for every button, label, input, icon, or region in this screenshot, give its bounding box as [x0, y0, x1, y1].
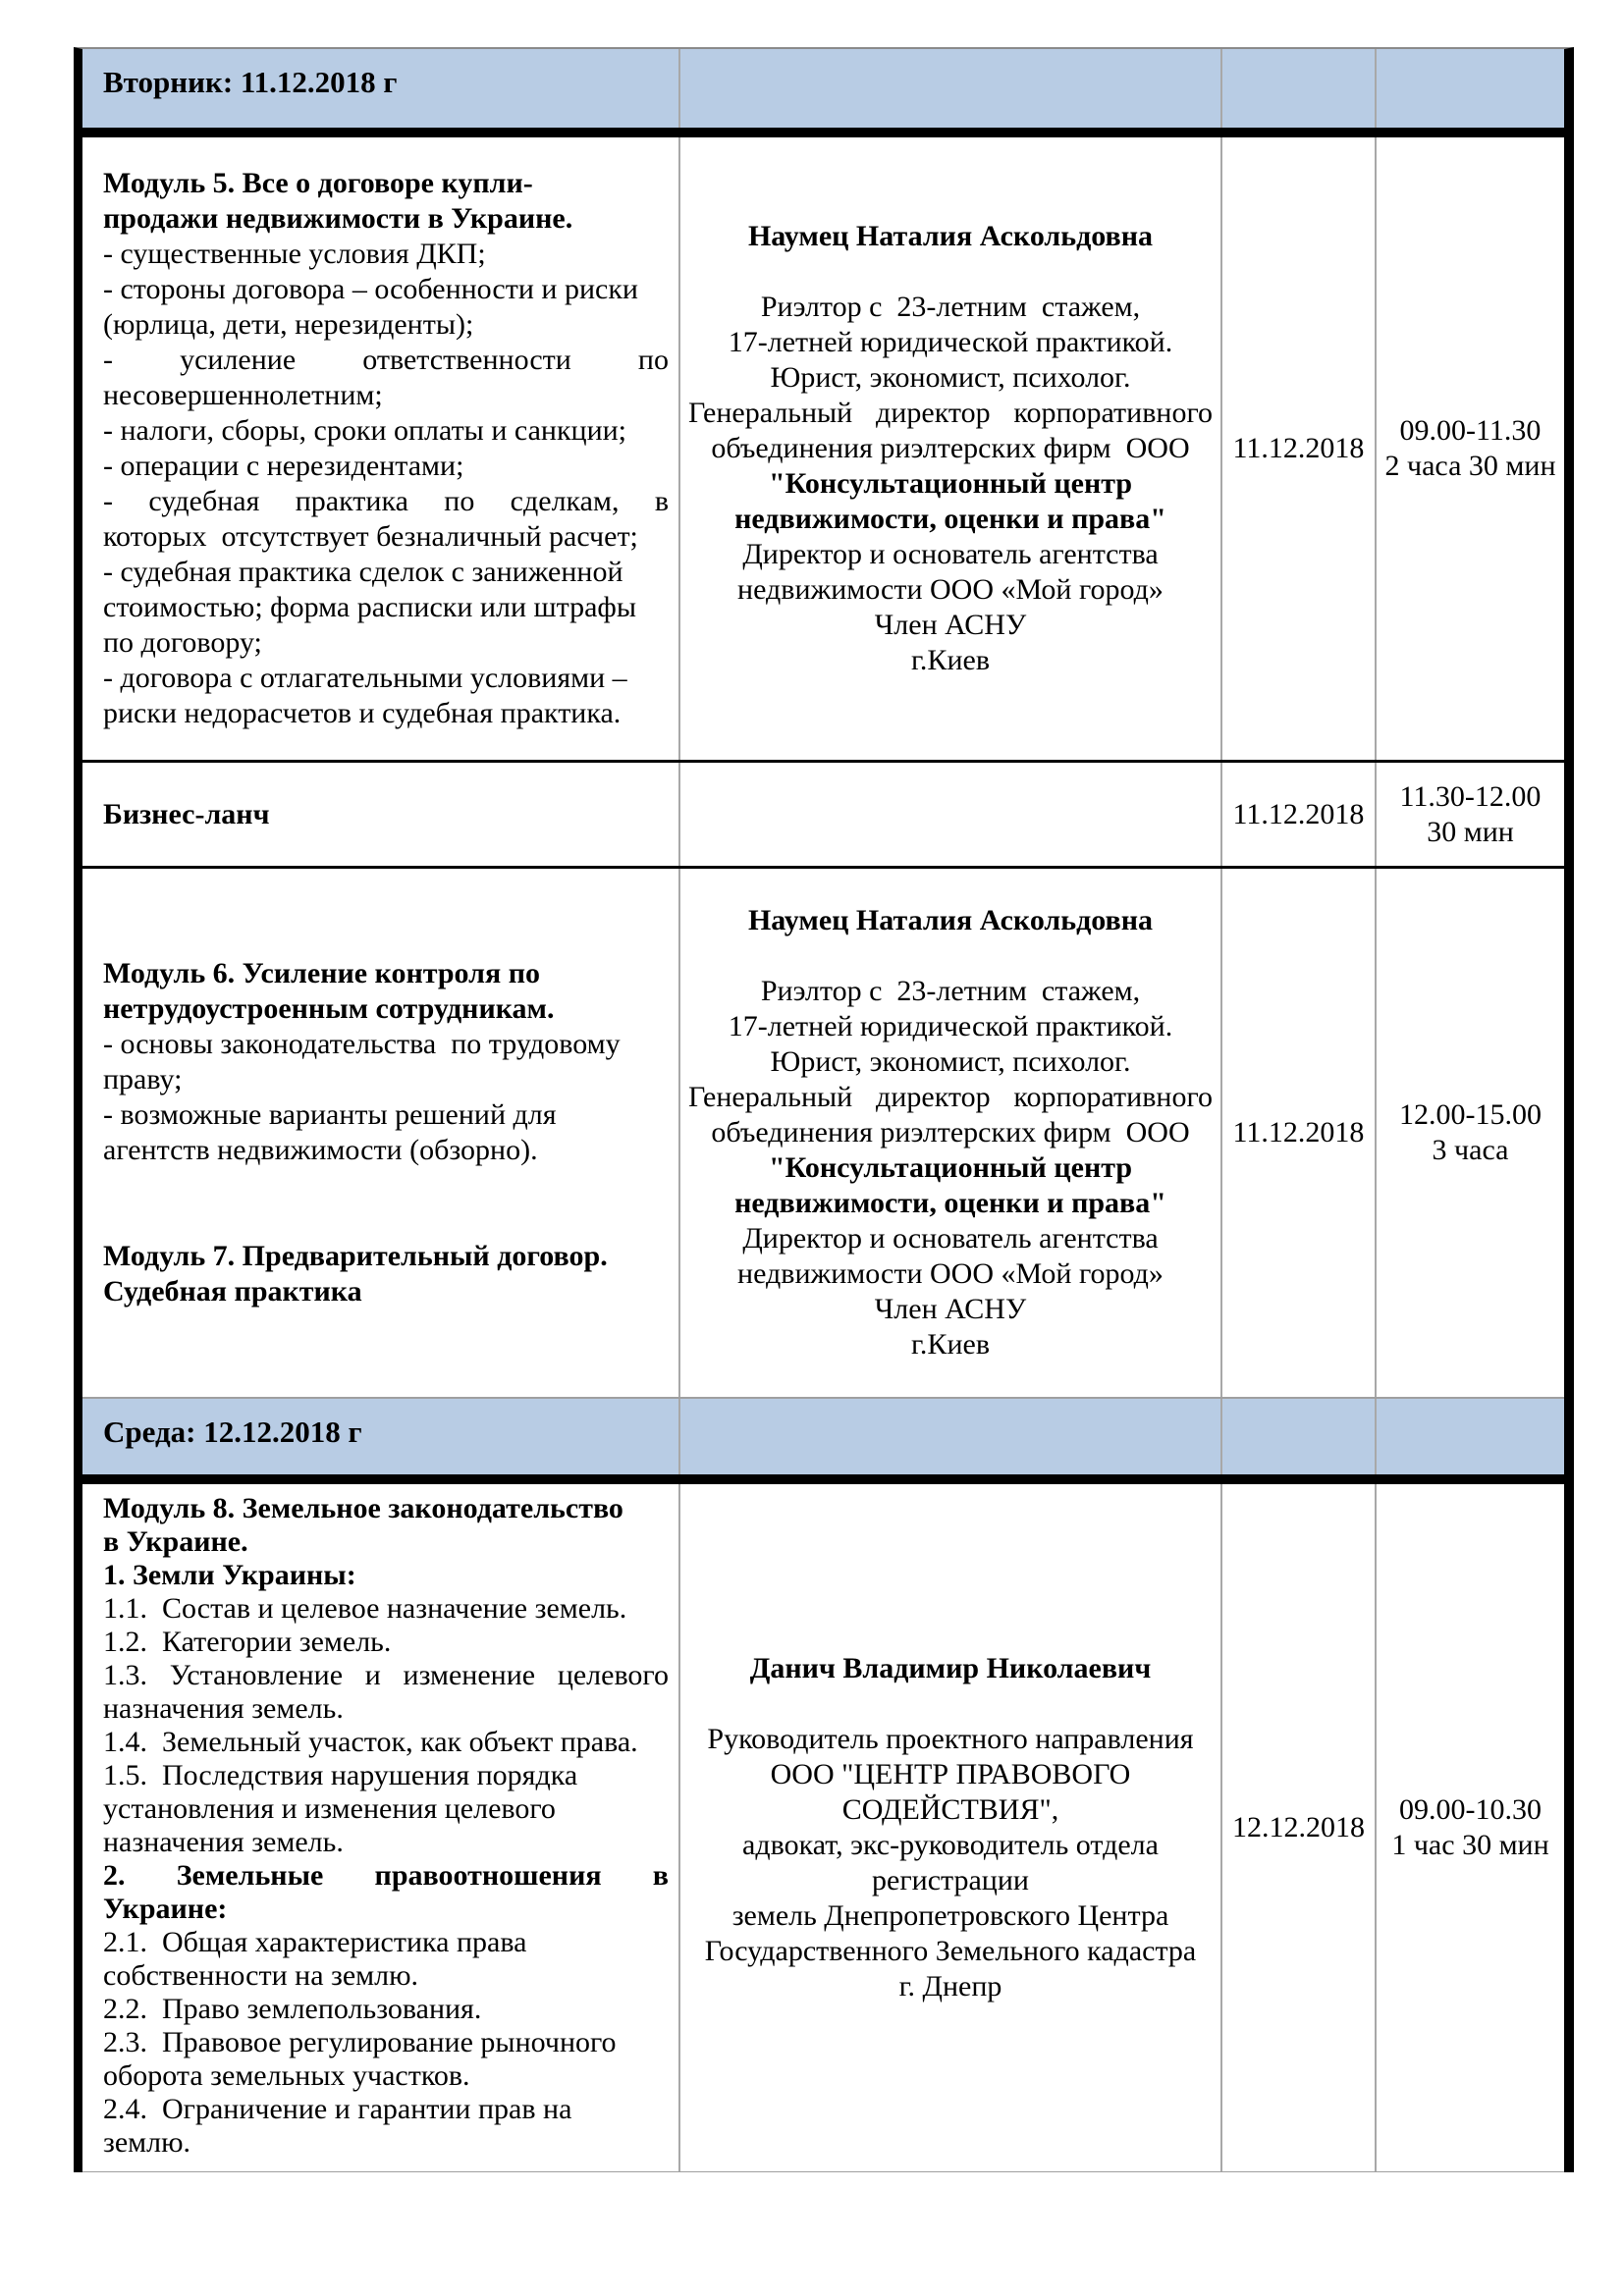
text-line: 2. Земельные правоотношения в — [103, 1859, 669, 1892]
text-line: оборота земельных участков. — [103, 2059, 470, 2092]
day-header-row — [82, 1399, 1564, 1484]
empty-cell — [1220, 1399, 1375, 1474]
text-line: 2.3. Правовое регулирование рыночного — [103, 2026, 617, 2058]
topic-cell — [82, 1484, 678, 2171]
schedule-table — [74, 47, 1574, 2172]
date-cell — [1220, 1484, 1375, 2171]
text-line: г. Днепр — [898, 1970, 1002, 2002]
topic-cell — [82, 869, 678, 1397]
text-line: Модуль 5. Все о договоре купли- — [103, 167, 533, 199]
empty-cell — [678, 1399, 1220, 1474]
session-row — [82, 1484, 1564, 2172]
date-cell — [1220, 869, 1375, 1397]
text-line: по договору; — [103, 626, 262, 659]
day-header-cell — [82, 49, 678, 128]
text-line: установления и изменения целевого — [103, 1792, 556, 1825]
text-line: недвижимости, оценки и права" — [734, 1187, 1166, 1219]
text-line: Юрист, экономист, психолог. — [770, 1045, 1131, 1078]
text-line: 3 часа — [1432, 1134, 1509, 1166]
text-line: Наумец Наталия Аскольдовна — [747, 220, 1154, 252]
text-line: Модуль 7. Предварительный договор. — [103, 1240, 608, 1272]
text-line: 2.1. Общая характеристика права — [103, 1926, 527, 1958]
text-line: 1.5. Последствия нарушения порядка — [103, 1759, 578, 1791]
text-line: 2.2. Право землепользования. — [103, 1993, 482, 2025]
text-line: Судебная практика — [103, 1275, 362, 1308]
text-line: 17-летней юридической практикой. — [728, 1010, 1173, 1042]
text-line: несовершеннолетним; — [103, 379, 383, 411]
time-cell — [1375, 1484, 1564, 2171]
text-line: землю. — [103, 2126, 191, 2159]
text-line: - судебная практика по сделкам, в — [103, 485, 669, 517]
text-line: Директор и основатель агентства — [742, 538, 1159, 570]
text-line: - судебная практика сделок с заниженной — [103, 556, 623, 588]
text-line: продажи недвижимости в Украине. — [103, 202, 573, 235]
text-line: недвижимости ООО «Мой город» — [737, 1257, 1164, 1290]
text-line: - договора с отлагательными условиями – — [103, 662, 627, 694]
text-line: Генеральный директор корпоративного — [688, 397, 1213, 429]
empty-cell — [678, 49, 1220, 128]
speaker-cell — [678, 869, 1220, 1397]
text-line: недвижимости ООО «Мой город» — [737, 573, 1164, 606]
text-line: 1.3. Установление и изменение целевого — [103, 1659, 669, 1691]
text-line: Директор и основатель агентства — [742, 1222, 1159, 1255]
day-header-row — [82, 49, 1564, 137]
text-line: 1.2. Категории земель. — [103, 1626, 392, 1658]
text-line — [688, 938, 1213, 974]
empty-cell — [1375, 1399, 1564, 1474]
text-line: риски недорасчетов и судебная практика. — [103, 697, 622, 729]
text-line: которых отсутствует безналичный расчет; — [103, 520, 638, 553]
time-cell — [1375, 763, 1564, 866]
text-line: адвокат, экс-руководитель отдела — [742, 1829, 1159, 1861]
text-line: - существенные условия ДКП; — [103, 238, 486, 270]
text-line: - усиление ответственности по — [103, 344, 669, 376]
text-line: Юрист, экономист, психолог. — [770, 361, 1131, 394]
text-line — [103, 1168, 669, 1203]
text-line — [688, 254, 1213, 290]
text-line: (юрлица, дети, нерезиденты); — [103, 308, 474, 341]
text-line: Модуль 6. Усиление контроля по — [103, 957, 541, 989]
text-line: земель Днепропетровского Центра — [731, 1899, 1169, 1932]
text-line: Бизнес-ланч — [103, 797, 270, 830]
text-line: Риэлтор с 23-летним стажем, — [760, 975, 1141, 1007]
text-line: "Консультационный центр — [768, 1151, 1133, 1184]
text-line: - основы законодательства по трудовому — [103, 1028, 621, 1060]
text-line: Риэлтор с 23-летним стажем, — [760, 291, 1141, 323]
text-line: 2.4. Ограничение и гарантии прав на — [103, 2093, 572, 2125]
text-line: 1 час 30 мин — [1391, 1829, 1549, 1861]
text-line: объединения риэлтерских фирм ООО — [711, 1116, 1190, 1148]
text-line: 1.1. Состав и целевое назначение земель. — [103, 1592, 627, 1625]
text-line: собственности на землю. — [103, 1959, 419, 1992]
speaker-cell — [678, 763, 1220, 866]
text-line: 09.00-11.30 — [1399, 414, 1542, 447]
text-line: агентств недвижимости (обзорно). — [103, 1134, 538, 1166]
date-text: 12.12.2018 — [1232, 1811, 1365, 1843]
text-line: объединения риэлтерских фирм ООО — [711, 432, 1190, 464]
day-header-cell — [82, 1399, 678, 1474]
speaker-cell — [678, 1484, 1220, 2171]
day-header-label: Вторник: 11.12.2018 г — [103, 65, 398, 99]
topic-cell — [82, 763, 678, 866]
text-line: - операции с нерезидентами; — [103, 450, 464, 482]
text-line: назначения земель. — [103, 1692, 344, 1725]
date-text: 11.12.2018 — [1232, 432, 1365, 464]
text-line: недвижимости, оценки и права" — [734, 503, 1166, 535]
text-line: - стороны договора – особенности и риски — [103, 273, 638, 305]
text-line: нетрудоустроенным сотрудникам. — [103, 992, 555, 1025]
text-line: Руководитель проектного направления — [707, 1723, 1194, 1755]
text-line: - налоги, сборы, сроки оплаты и санкции; — [103, 414, 627, 447]
text-line: 2 часа 30 мин — [1384, 450, 1556, 482]
time-cell — [1375, 869, 1564, 1397]
text-line: праву; — [103, 1063, 183, 1095]
date-text: 11.12.2018 — [1232, 797, 1365, 830]
text-line: стоимостью; форма расписки или штрафы — [103, 591, 637, 623]
text-line: ООО "ЦЕНТР ПРАВОВОГО — [770, 1758, 1131, 1790]
text-line: 09.00-10.30 — [1399, 1793, 1542, 1826]
text-line: 17-летней юридической практикой. — [728, 326, 1173, 358]
text-line: в Украине. — [103, 1525, 248, 1558]
text-line: 11.30-12.00 — [1399, 779, 1542, 813]
topic-cell — [82, 137, 678, 760]
text-line: 1.4. Земельный участок, как объект права. — [103, 1726, 638, 1758]
text-line — [103, 1203, 669, 1239]
text-line: назначения земель. — [103, 1826, 344, 1858]
text-line — [688, 1686, 1213, 1722]
text-line: 12.00-15.00 — [1399, 1098, 1542, 1131]
empty-cell — [1375, 49, 1564, 128]
text-line: Член АСНУ — [874, 1293, 1027, 1325]
session-row — [82, 763, 1564, 869]
session-row — [82, 869, 1564, 1399]
text-line: 1. Земли Украины: — [103, 1559, 356, 1591]
date-cell — [1220, 137, 1375, 760]
text-line: г.Киев — [911, 1328, 990, 1361]
text-line: регистрации — [872, 1864, 1029, 1896]
date-text: 11.12.2018 — [1232, 1116, 1365, 1148]
text-line: Наумец Наталия Аскольдовна — [747, 904, 1154, 936]
text-line: Данич Владимир Николаевич — [749, 1652, 1152, 1684]
time-cell — [1375, 137, 1564, 760]
text-line: Член АСНУ — [874, 609, 1027, 641]
text-line: - возможные варианты решений для — [103, 1098, 557, 1131]
text-line: Государственного Земельного кадастра — [704, 1935, 1197, 1967]
empty-cell — [1220, 49, 1375, 128]
text-line: г.Киев — [911, 644, 990, 676]
text-line: СОДЕЙСТВИЯ", — [841, 1793, 1059, 1826]
text-line: "Консультационный центр — [768, 467, 1133, 500]
text-line: Генеральный директор корпоративного — [688, 1081, 1213, 1113]
speaker-cell — [678, 137, 1220, 760]
date-cell — [1220, 763, 1375, 866]
day-header-label: Среда: 12.12.2018 г — [103, 1415, 362, 1449]
text-line: Модуль 8. Земельное законодательство — [103, 1492, 623, 1524]
text-line: 30 мин — [1427, 815, 1514, 848]
text-line: Украине: — [103, 1893, 228, 1925]
session-row — [82, 137, 1564, 763]
